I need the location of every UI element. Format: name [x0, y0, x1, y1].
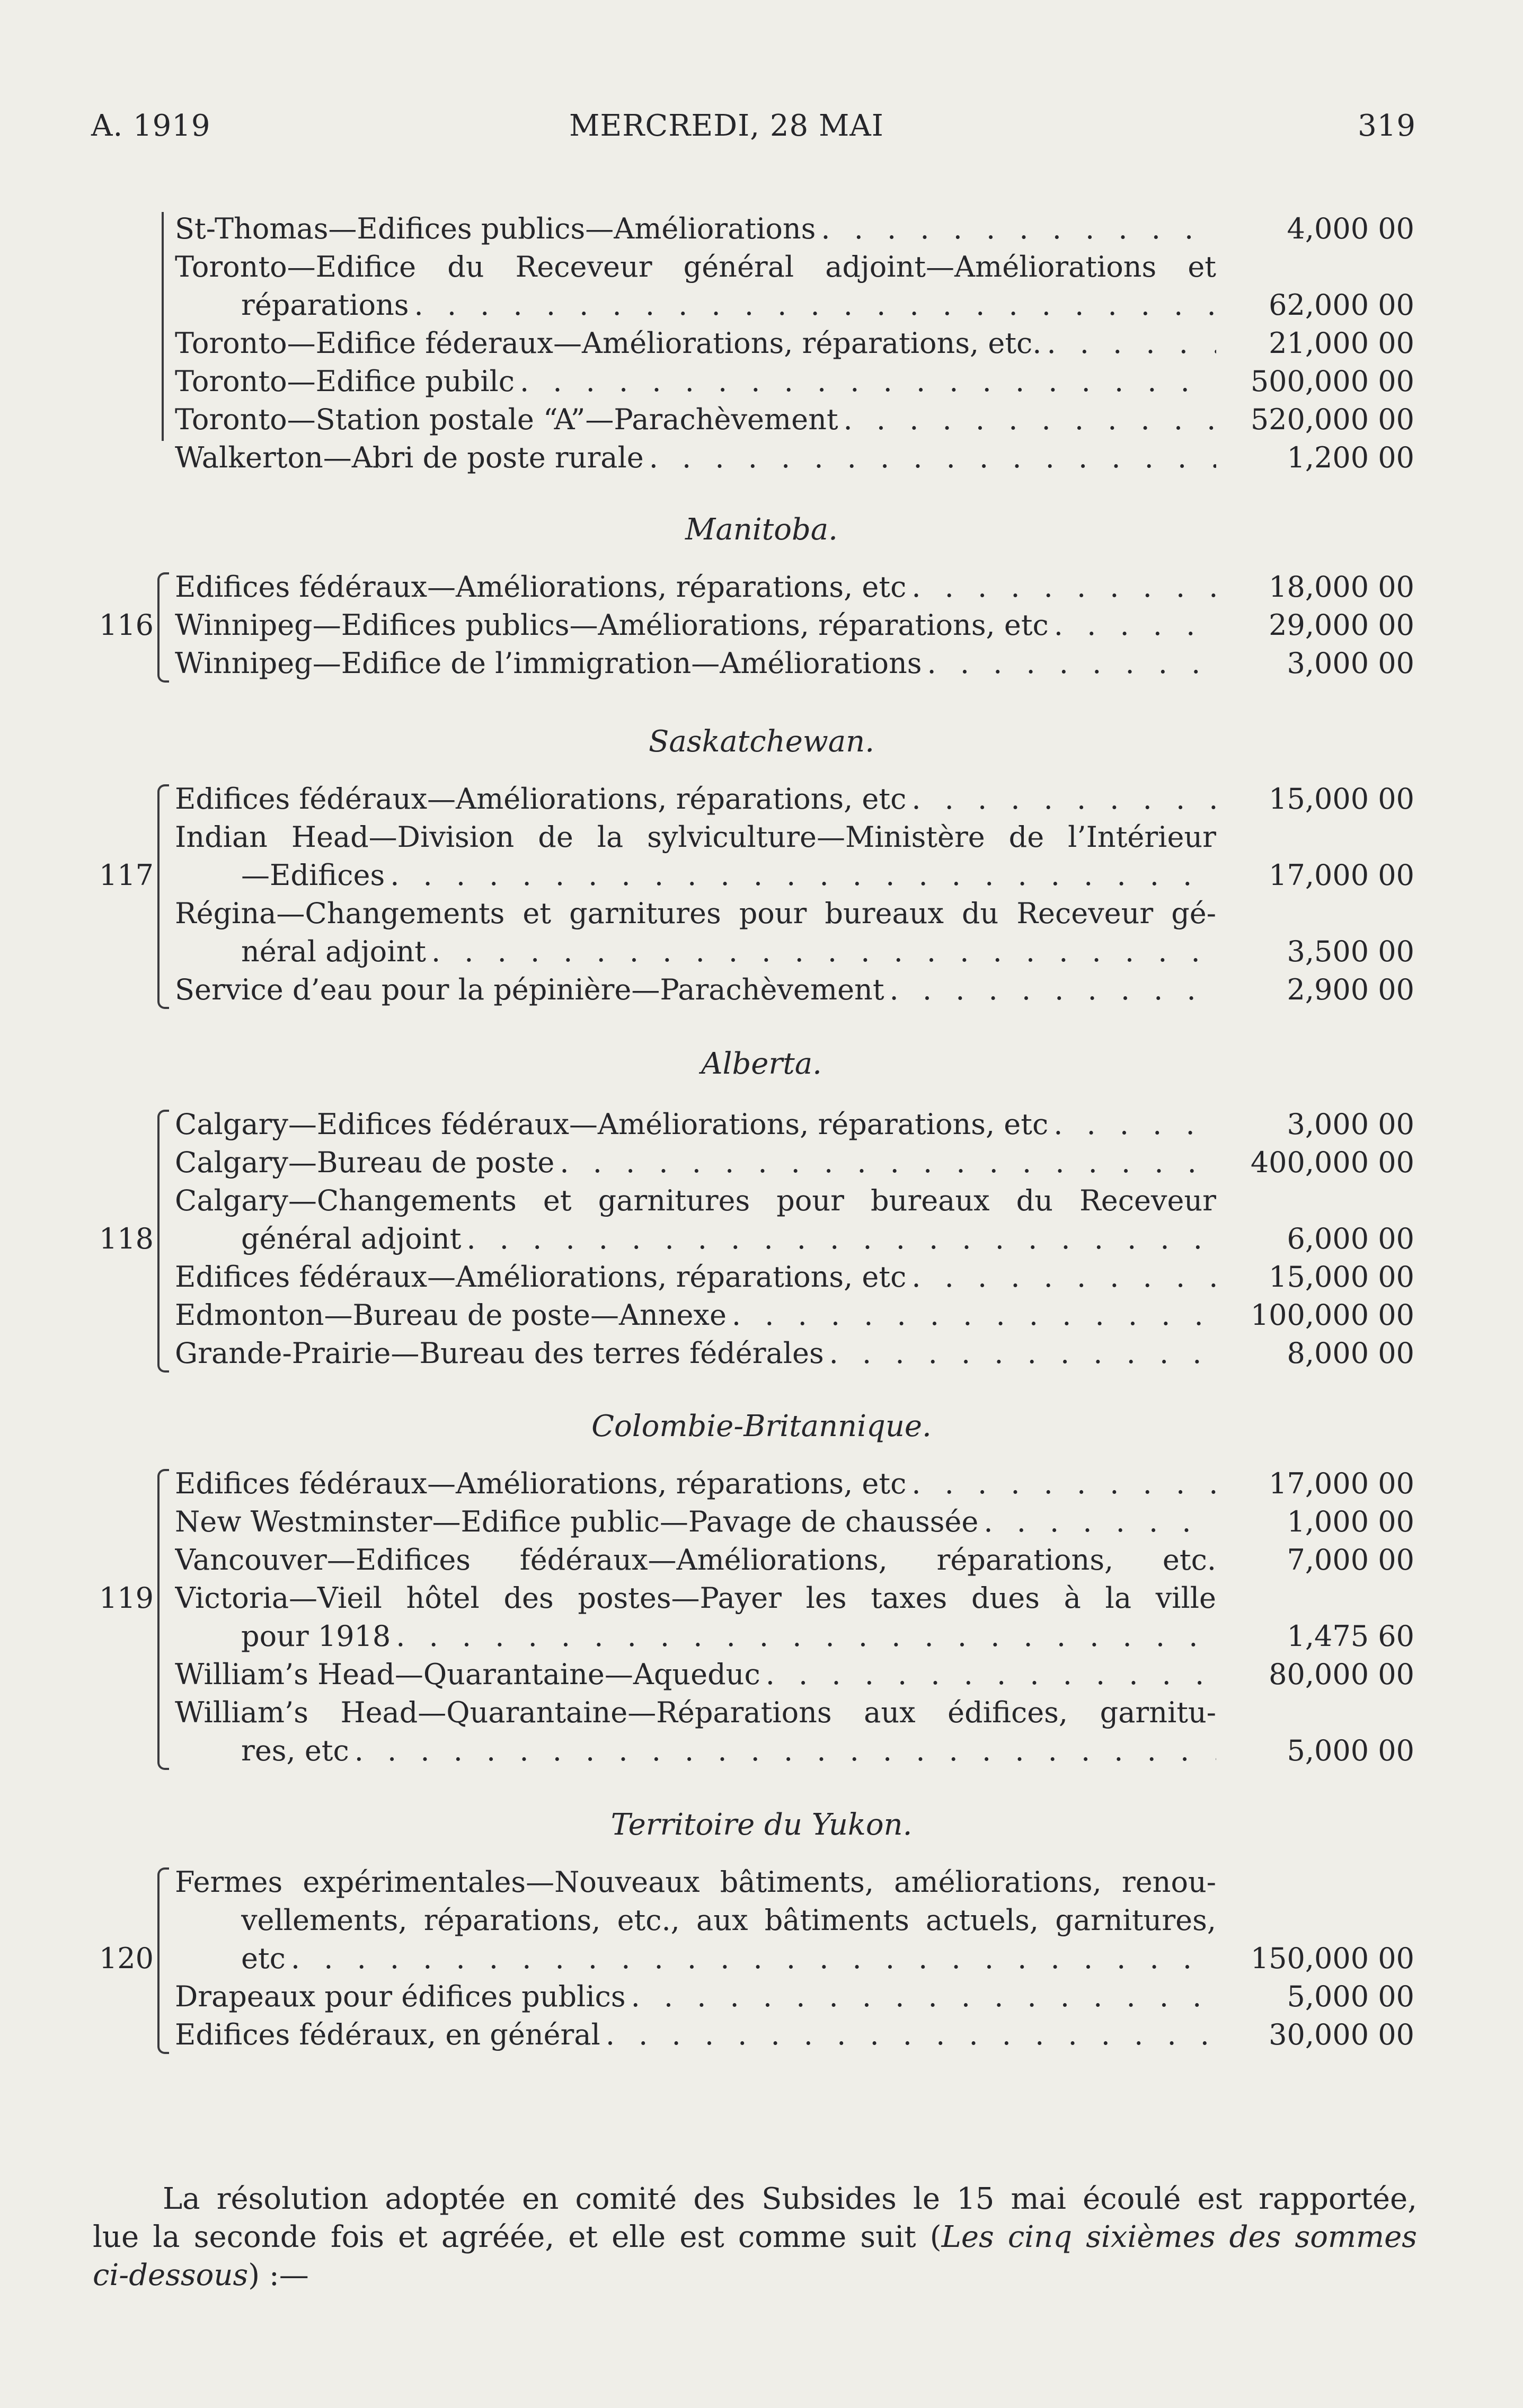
entry-row: vellements, réparations, etc., aux bâtiments actuels, garnitures,	[241, 1904, 1216, 1937]
entry-amount: 5,000 00	[1287, 1980, 1414, 2013]
entry-row: pour 1918 . . . 1,475 60	[0, 1617, 1523, 1656]
entry-row: Grande-Prairie—Bureau des terres fédérales . . . 8,000 00	[0, 1334, 1523, 1373]
entry-row: etc . . . 150,000 00	[0, 1940, 1523, 1978]
section-heading-colombie-britannique: Colombie-Britannique.	[591, 1409, 932, 1444]
entry-row: Victoria—Vieil hôtel des postes—Payer les taxes dues à la ville	[175, 1581, 1216, 1615]
entry-row: Calgary—Edifices fédéraux—Améliorations, réparations, etc . . . 3,000 00	[0, 1105, 1523, 1144]
entry-amount: 4,000 00	[1287, 212, 1414, 245]
entry-row: Calgary—Bureau de poste . . . 400,000 00	[0, 1144, 1523, 1182]
entry-row: Toronto—Edifice du Receveur général adjoint—Améliorations et	[175, 250, 1216, 284]
entry-amount: 500,000 00	[1250, 365, 1414, 398]
entry-row: Edifices fédéraux—Améliorations, réparations, etc . . . 18,000 00	[0, 568, 1523, 606]
entry-row: Edifices fédéraux—Améliorations, réparations, etc . . . 15,000 00	[0, 1258, 1523, 1296]
entry-amount: 6,000 00	[1287, 1222, 1414, 1255]
entry-amount: 7,000 00	[1287, 1543, 1414, 1577]
section-heading-alberta: Alberta.	[701, 1047, 822, 1081]
entry-amount: 3,500 00	[1287, 935, 1414, 968]
entry-amount: 62,000 00	[1269, 288, 1414, 322]
entry-row: Winnipeg—Edifices publics—Améliorations, réparations, etc . . . 29,000 00	[0, 606, 1523, 644]
vote-number: 118	[99, 1222, 154, 1255]
entry-row: Vancouver—Edifices fédéraux—Améliorations, réparations, etc. 7,000 00	[0, 1541, 1523, 1579]
entry-row: Edmonton—Bureau de poste—Annexe . . . 100,000 00	[0, 1296, 1523, 1334]
entry-amount: 30,000 00	[1269, 2018, 1414, 2051]
entry-amount: 5,000 00	[1287, 1734, 1414, 1767]
entry-row: réparations . . . 62,000 00	[0, 286, 1523, 324]
entry-row: Drapeaux pour édifices publics . . . 5,000 00	[0, 1978, 1523, 2016]
vote-number: 120	[99, 1942, 154, 1975]
entry-row: néral adjoint . . . 3,500 00	[0, 933, 1523, 971]
closing-paragraph	[93, 2180, 1417, 2295]
entry-amount: 1,475 60	[1287, 1619, 1414, 1653]
paragraph-line: lue la seconde fois et agréée, et elle est comme suit (Les cinq sixièmes des sommes	[93, 2220, 1418, 2254]
entry-row: Régina—Changements et garnitures pour bureaux du Receveur gé-	[175, 897, 1216, 930]
entry-amount: 3,000 00	[1287, 647, 1414, 680]
entry-row: Toronto—Station postale “A”—Parachèvement . . . 520,000 00	[0, 401, 1523, 439]
entry-row: Calgary—Changements et garnitures pour bureaux du Receveur	[175, 1184, 1216, 1217]
entry-row: New Westminster—Edifice public—Pavage de chaussée . . . 1,000 00	[0, 1503, 1523, 1541]
vote-number: 117	[99, 858, 154, 892]
entry-row: Edifices fédéraux—Améliorations, réparations, etc . . . 15,000 00	[0, 780, 1523, 818]
entry-amount: 520,000 00	[1250, 403, 1414, 436]
section-heading-manitoba: Manitoba.	[685, 512, 838, 547]
entry-amount: 8,000 00	[1287, 1336, 1414, 1370]
entry-row: —Edifices . . . 17,000 00	[0, 856, 1523, 895]
entry-row: Toronto—Edifice féderaux—Améliorations, réparations, etc. . . . 21,000 00	[0, 324, 1523, 362]
entry-amount: 1,200 00	[1287, 441, 1414, 474]
entry-amount: 21,000 00	[1269, 326, 1414, 360]
entry-amount: 18,000 00	[1269, 570, 1414, 604]
entry-row: Service d’eau pour la pépinière—Parachèvement . . . 2,900 00	[0, 971, 1523, 1009]
entry-row: St-Thomas—Edifices publics—Améliorations . . . 4,000 00	[0, 210, 1523, 248]
entry-amount: 1,000 00	[1287, 1505, 1414, 1538]
paragraph-line: ci-dessous) :—	[93, 2258, 309, 2292]
entry-amount: 2,900 00	[1287, 973, 1414, 1006]
vote-number: 119	[99, 1581, 154, 1615]
entry-amount: 100,000 00	[1250, 1298, 1414, 1332]
section-heading-saskatchewan: Saskatchewan.	[648, 724, 875, 759]
paragraph-line: La résolution adoptée en comité des Subsides le 15 mai écoulé est rapportée,	[163, 2182, 1417, 2216]
entry-amount: 17,000 00	[1269, 1467, 1414, 1500]
vote-number: 116	[99, 608, 154, 642]
entry-amount: 15,000 00	[1269, 1260, 1414, 1294]
entry-row: Edifices fédéraux—Améliorations, réparations, etc . . . 17,000 00	[0, 1465, 1523, 1503]
header-year: A. 1919	[91, 109, 211, 143]
entry-row: Edifices fédéraux, en général . . . 30,000 00	[0, 2016, 1523, 2054]
entry-amount: 17,000 00	[1269, 858, 1414, 892]
entry-row: Winnipeg—Edifice de l’immigration—Améliorations . . . 3,000 00	[0, 644, 1523, 683]
page-number: 319	[1358, 109, 1416, 143]
entry-amount: 15,000 00	[1269, 782, 1414, 816]
entry-row: William’s Head—Quarantaine—Aqueduc . . . 80,000 00	[0, 1656, 1523, 1694]
entry-amount: 80,000 00	[1269, 1658, 1414, 1691]
entry-row: Indian Head—Division de la sylviculture—Ministère de l’Intérieur	[175, 820, 1216, 854]
entry-row: Toronto—Edifice pubilc . . . 500,000 00	[0, 362, 1523, 401]
entry-amount: 400,000 00	[1250, 1146, 1414, 1179]
entry-row: William’s Head—Quarantaine—Réparations aux édifices, garnitu-	[175, 1696, 1216, 1729]
entry-row: Walkerton—Abri de poste rurale . . . 1,200 00	[0, 439, 1523, 477]
entry-row: Fermes expérimentales—Nouveaux bâtiments, améliorations, renou-	[175, 1865, 1216, 1899]
header-date: MERCREDI, 28 MAI	[569, 109, 884, 143]
section-heading-yukon: Territoire du Yukon.	[610, 1808, 913, 1842]
entry-amount: 3,000 00	[1287, 1108, 1414, 1141]
entry-row: général adjoint . . . 6,000 00	[0, 1220, 1523, 1258]
entry-amount: 150,000 00	[1250, 1942, 1414, 1975]
entry-amount: 29,000 00	[1269, 608, 1414, 642]
entry-row: res, etc . . . 5,000 00	[0, 1732, 1523, 1770]
